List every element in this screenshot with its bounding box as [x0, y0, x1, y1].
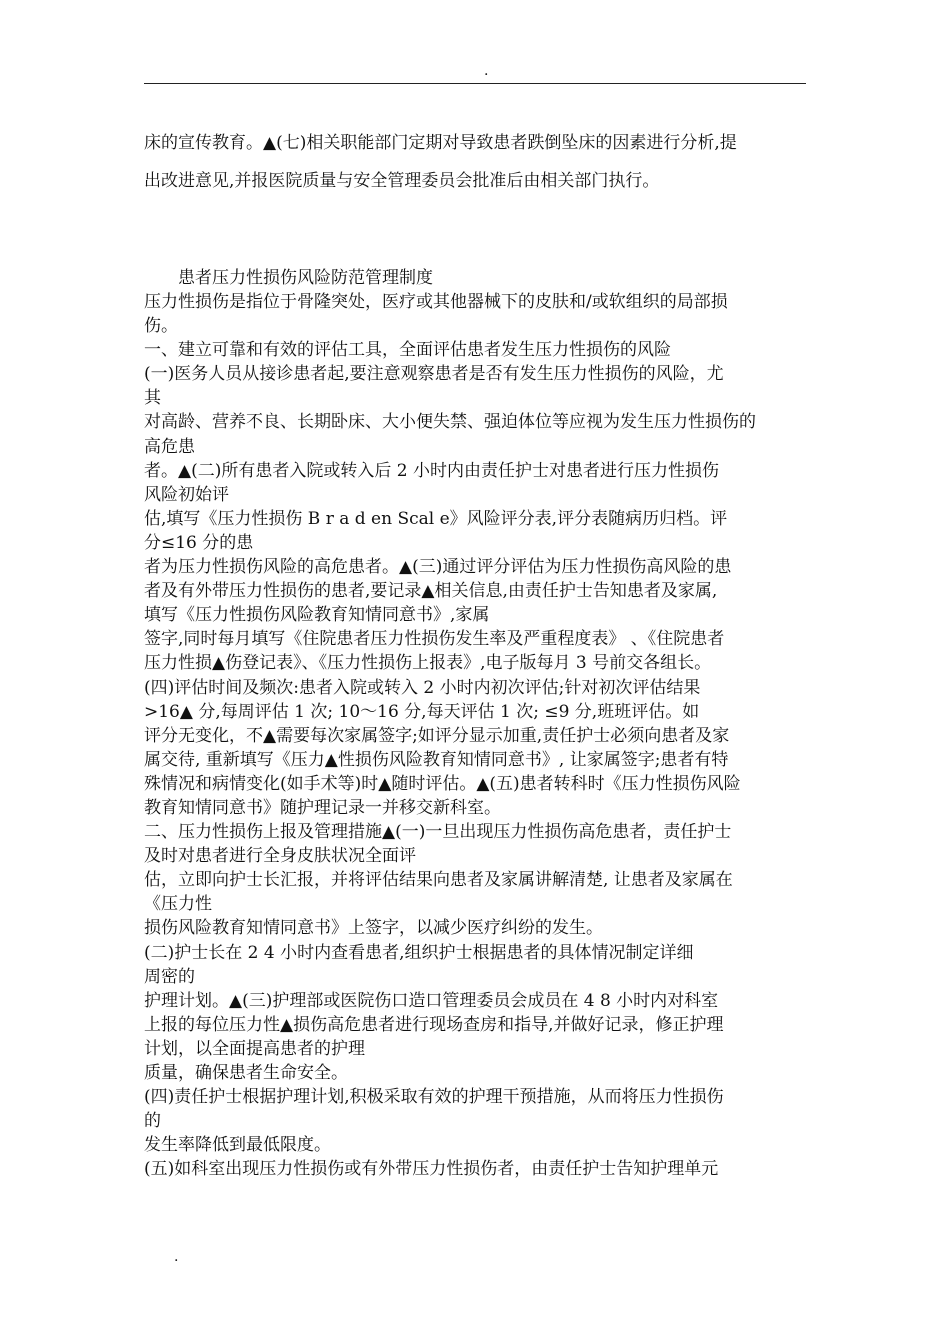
body-line: 伤。 — [144, 316, 178, 337]
body-line: 者。▲(二)所有患者入院或转入后 2 小时内由责任护士对患者进行压力性损伤 — [144, 460, 719, 481]
body-line: >16▲ 分,每周评估 1 次; 10～16 分,每天评估 1 次; ≤9 分,班班评估。如 — [144, 701, 700, 722]
body-line: 对高龄、营养不良、长期卧床、大小便失禁、强迫体位等应视为发生压力性损伤的 — [144, 412, 756, 433]
body-line: 护理计划。▲(三)护理部或医院伤口造口管理委员会成员在 4 8 小时内对科室 — [144, 990, 719, 1011]
body-line: 者为压力性损伤风险的高危患者。▲(三)通过评分评估为压力性损伤高风险的患 — [144, 557, 732, 578]
body-line: 属交待, 重新填写《压力▲性损伤风险教育知情同意书》, 让家属签字;患者有特 — [144, 749, 729, 770]
body-line: 其 — [144, 388, 161, 409]
body-line: 教育知情同意书》随护理记录一并移交新科室。 — [144, 797, 501, 818]
document-body — [144, 290, 810, 1181]
body-line: (五)如科室出现压力性损伤或有外带压力性损伤者，由责任护士告知护理单元 — [144, 1159, 719, 1180]
body-line: 风险初始评 — [144, 484, 229, 505]
body-line: 殊情况和病情变化(如手术等)时▲随时评估。▲(五)患者转科时《压力性损伤风险 — [144, 773, 741, 794]
section-heading: 二、压力性损伤上报及管理措施▲(一)一旦出现压力性损伤高危患者，责任护士 — [144, 822, 732, 843]
body-line: 发生率降低到最低限度。 — [144, 1135, 331, 1156]
header-mark: . — [484, 63, 489, 79]
document-title: 患者压力性损伤风险防范管理制度 — [178, 268, 433, 288]
body-line: 压力性损伤是指位于骨隆突处，医疗或其他器械下的皮肤和/或软组织的局部损 — [144, 292, 728, 312]
body-line: 及时对患者进行全身皮肤状况全面评 — [144, 846, 416, 867]
body-line: 估,填写《压力性损伤 B r a d en Scal e》风险评分表,评分表随病历归档。评 — [144, 508, 728, 529]
body-line: 压力性损▲伤登记表》、《压力性损伤上报表》,电子版每月 3 号前交各组长。 — [144, 653, 712, 674]
body-line: 上报的每位压力性▲损伤高危患者进行现场查房和指导,并做好记录，修正护理 — [144, 1014, 724, 1035]
body-line: 的 — [144, 1111, 161, 1132]
body-line: 质量，确保患者生命安全。 — [144, 1063, 348, 1083]
section-heading: 一、建立可靠和有效的评估工具，全面评估患者发生压力性损伤的风险 — [144, 340, 671, 361]
intro-line: 出改进意见,并报医院质量与安全管理委员会批准后由相关部门执行。 — [144, 171, 660, 191]
body-line: 估，立即向护士长汇报，并将评估结果向患者及家属讲解清楚, 让患者及家属在 — [144, 870, 733, 891]
body-line: 填写《压力性损伤风险教育知情同意书》,家属 — [144, 605, 490, 626]
body-line: 签字,同时每月填写《住院患者压力性损伤发生率及严重程度表》 、《住院患者 — [144, 629, 725, 650]
body-line: 分≤16 分的患 — [144, 532, 254, 553]
body-line: (一)医务人员从接诊患者起,要注意观察患者是否有发生压力性损伤的风险，尤 — [144, 364, 724, 385]
body-line: 者及有外带压力性损伤的患者,要记录▲相关信息,由责任护士告知患者及家属, — [144, 581, 718, 602]
body-line: (四)评估时间及频次:患者入院或转入 2 小时内初次评估;针对初次评估结果 — [144, 677, 701, 698]
footer-mark: . — [174, 1249, 179, 1265]
intro-paragraph — [144, 124, 810, 200]
body-line: 高危患 — [144, 436, 195, 457]
header-rule — [144, 83, 806, 84]
body-line: 损伤风险教育知情同意书》上签字，以减少医疗纠纷的发生。 — [144, 918, 603, 939]
intro-line: 床的宣传教育。▲(七)相关职能部门定期对导致患者跌倒坠床的因素进行分析,提 — [144, 133, 737, 153]
body-line: 《压力性 — [144, 894, 212, 915]
body-line: 评分无变化，不▲需要每次家属签字;如评分显示加重,责任护士必须向患者及家 — [144, 725, 730, 746]
body-line: (二)护士长在 2 4 小时内查看患者,组织护士根据患者的具体情况制定详细 — [144, 942, 694, 963]
body-line: (四)责任护士根据护理计划,积极采取有效的护理干预措施，从而将压力性损伤 — [144, 1087, 724, 1108]
body-line: 周密的 — [144, 966, 195, 987]
body-line: 计划，以全面提高患者的护理 — [144, 1038, 365, 1059]
